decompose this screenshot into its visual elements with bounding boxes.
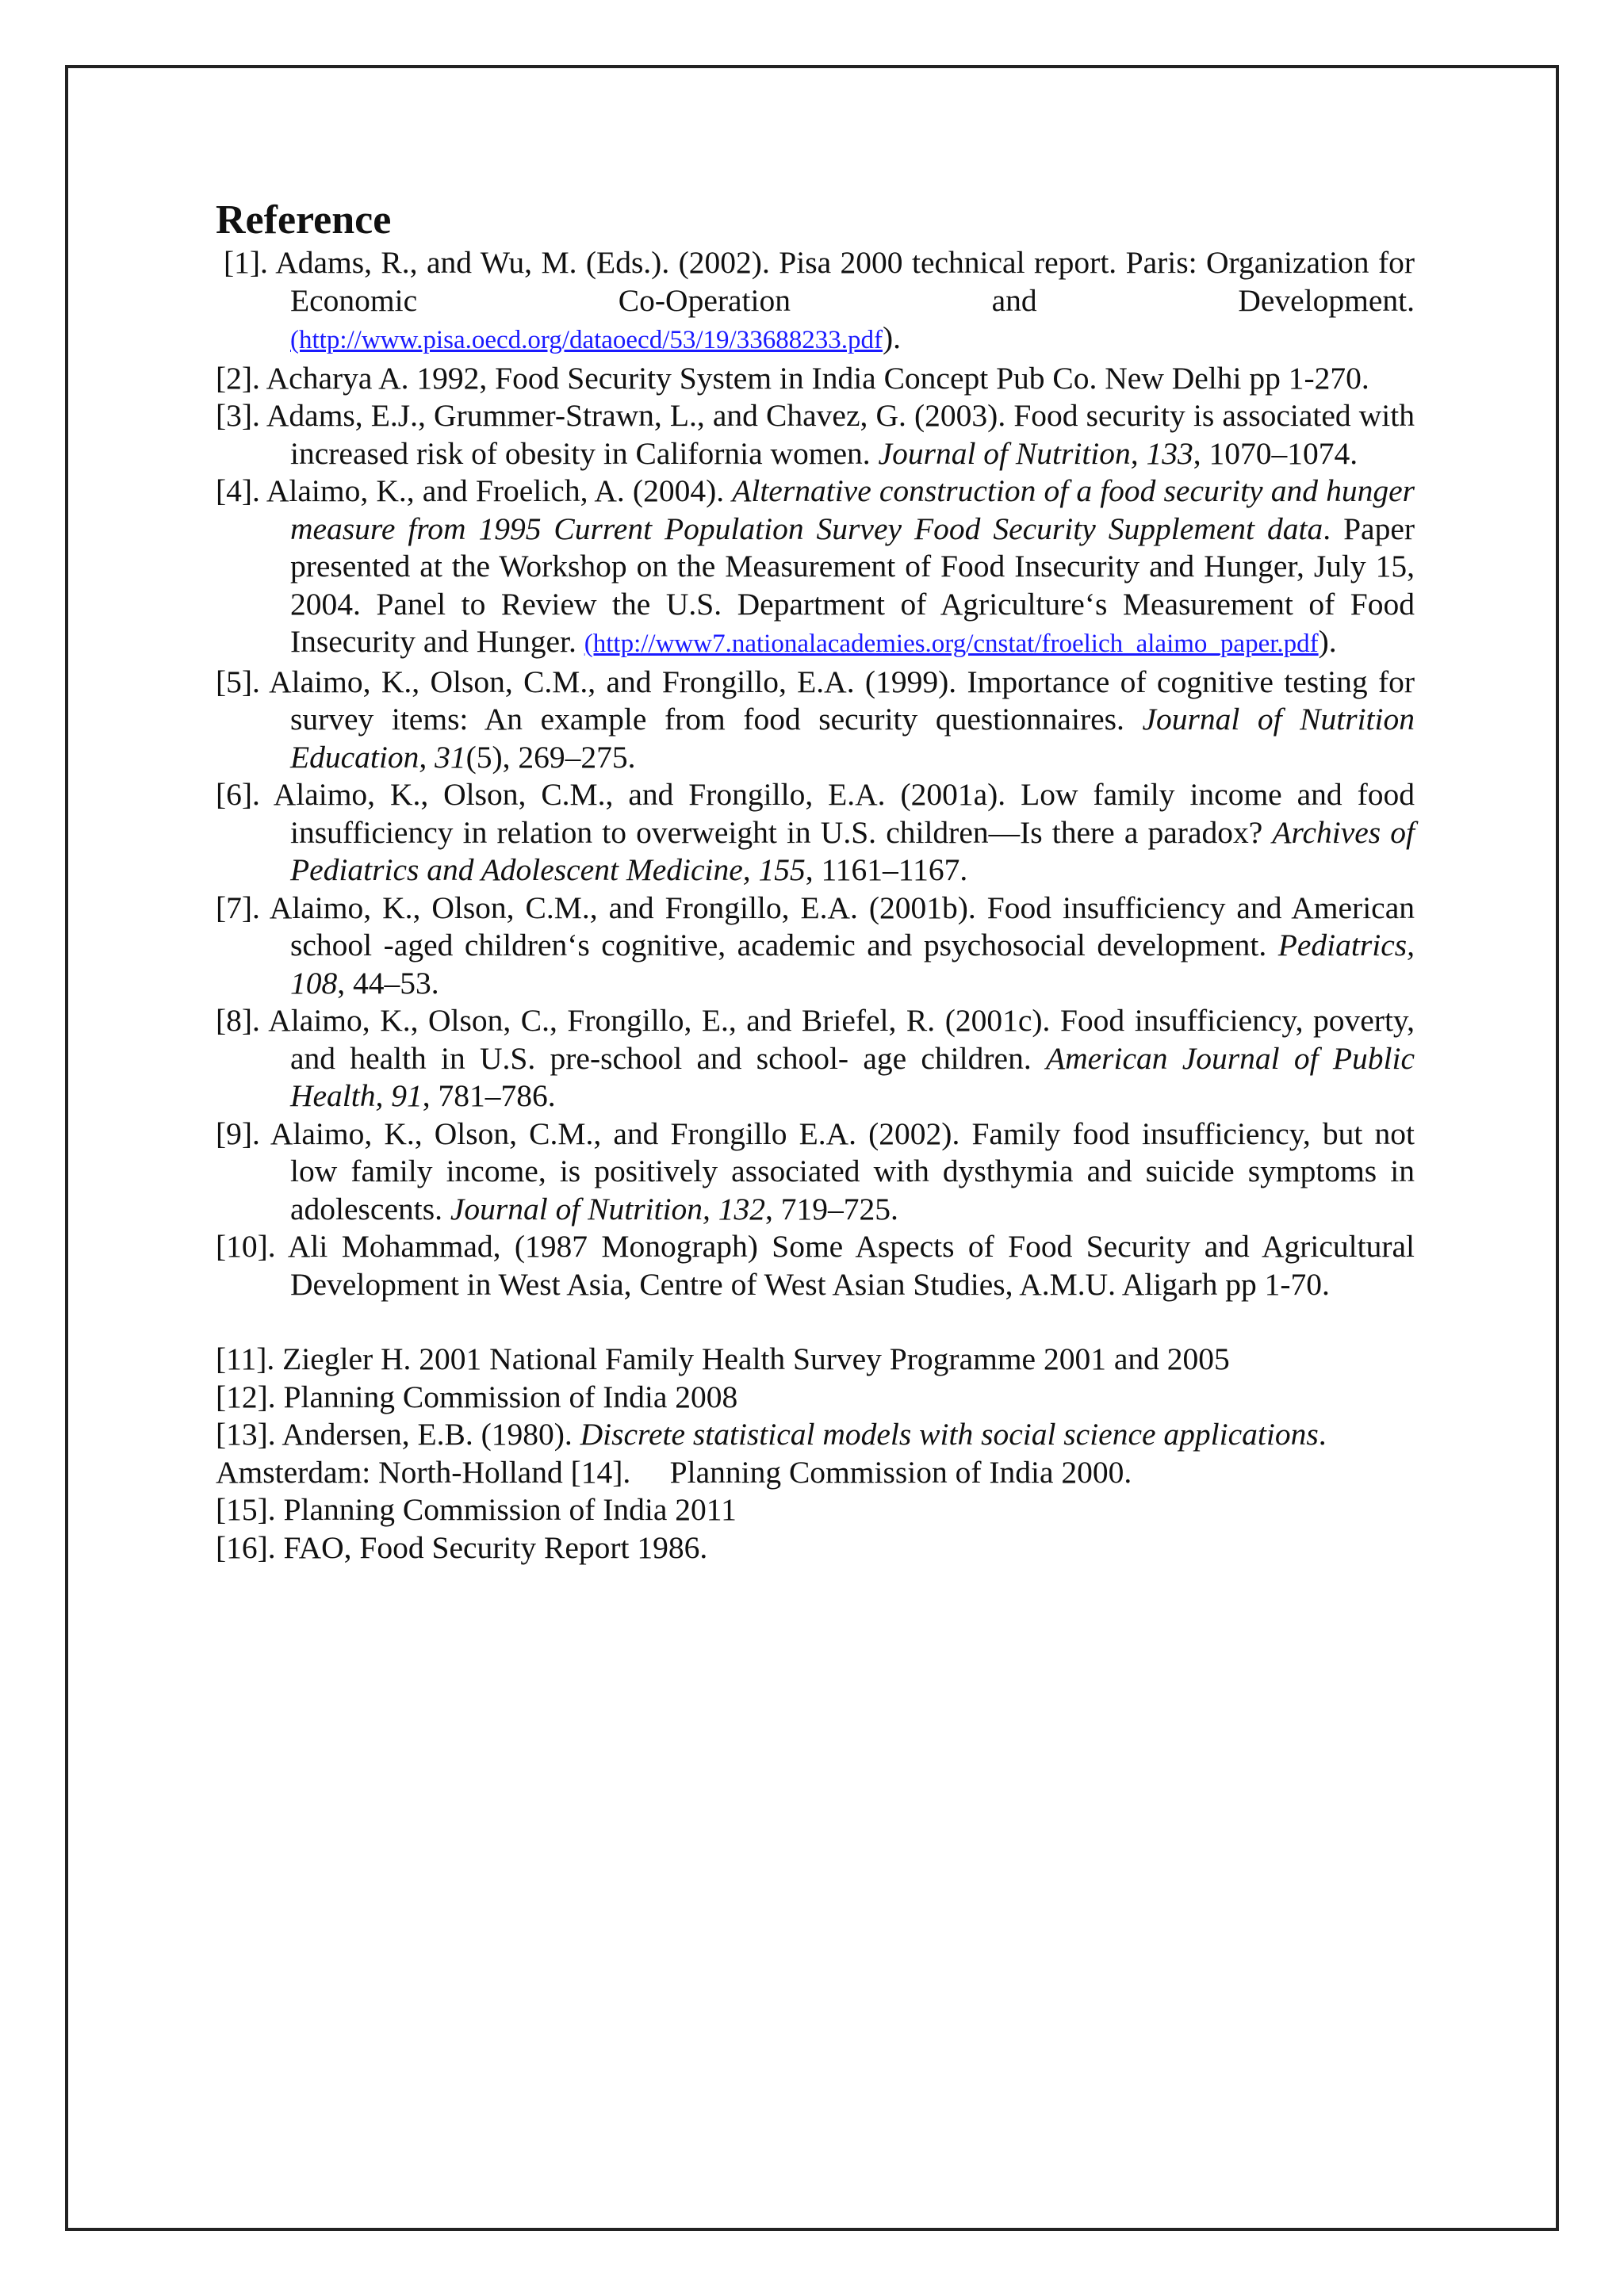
reference-item: [13]. Andersen, E.B. (1980). Discrete statistical models with social science applications. xyxy=(216,1417,1327,1452)
reference-number: [8]. xyxy=(216,1003,260,1038)
journal-title: Archives of Pediatrics and Adolescent Medicine, 155 xyxy=(290,814,1415,887)
work-title: Alternative construction of a food security and hunger measure from 1995 Current Population Survey Food Security Supplement data xyxy=(290,473,1415,546)
journal-title: Journal of Nutrition Education, 31 xyxy=(290,702,1415,775)
reference-item: [5]. Alaimo, K., Olson, C.M., and Frongillo, E.A. (1999). Importance of cognitive testing for survey items: An example from food security questionnaires. Journal of Nutrition Education, 31(5), 269–275. xyxy=(216,664,1415,775)
journal-title: American Journal of Public Health, 91 xyxy=(290,1040,1415,1113)
reference-number: [7]. xyxy=(216,890,260,925)
reference-link[interactable]: (http://www7.nationalacademies.org/cnstat/froelich_alaimo_paper.pdf xyxy=(584,629,1319,658)
reference-number: [9]. xyxy=(216,1115,260,1151)
reference-link[interactable]: (http://www.pisa.oecd.org/dataoecd/53/19/33688233.pdf xyxy=(290,326,883,354)
reference-item: [3]. Adams, E.J., Grummer-Strawn, L., and Chavez, G. (2003). Food security is associated with increased risk of obesity in California women. Journal of Nutrition, 133, 1070–1074. xyxy=(216,398,1415,471)
journal-title: Pediatrics, 108 xyxy=(290,928,1415,1001)
reference-item: [7]. Alaimo, K., Olson, C.M., and Frongillo, E.A. (2001b). Food insufficiency and American school -aged children‘s cognitive, academic and psychosocial development. Pediatrics, 108, 44–53. xyxy=(216,890,1415,1001)
work-title: Discrete statistical models with social science applications xyxy=(580,1417,1319,1452)
reference-number: [10]. xyxy=(216,1229,276,1264)
reference-item: [9]. Alaimo, K., Olson, C.M., and Frongillo E.A. (2002). Family food insufficiency, but not low family income, is positively associated with dysthymia and suicide symptoms in adolescents. Journal of Nutrition, 132, 719–725. xyxy=(216,1115,1415,1226)
reference-number: [6]. xyxy=(216,777,260,812)
reference-item: [8]. Alaimo, K., Olson, C., Frongillo, E., and Briefel, R. (2001c). Food insufficiency, poverty, and health in U.S. pre-school and school- age children. American Journal of Public Health, 91, 781–786. xyxy=(216,1003,1415,1113)
reference-item: [16]. FAO, Food Security Report 1986. xyxy=(216,1529,708,1565)
reference-list xyxy=(216,197,1415,1567)
reference-item: [1]. Adams, R., and Wu, M. (Eds.). (2002). Pisa 2000 technical report. Paris: Organization for Economic Co-Operation and Development. (http://www.pisa.oecd.org/dataoecd/53/19/33688233.pdf). xyxy=(224,245,1415,355)
reference-number: [3]. xyxy=(216,398,260,433)
reference-item: [4]. Alaimo, K., and Froelich, A. (2004). Alternative construction of a food security and hunger measure from 1995 Current Population Survey Food Security Supplement data. Paper presented at the Workshop on the Measurement of Food Insecurity and Hunger, July 15, 2004. Panel to Review the U.S. Department of Agriculture‘s Measurement of Food Insecurity and Hunger. (http://www7.nationalacademies.org/cnstat/froelich_alaimo_paper.pdf). xyxy=(216,473,1415,659)
reference-item: [6]. Alaimo, K., Olson, C.M., and Frongillo, E.A. (2001a). Low family income and food insufficiency in relation to overweight in U.S. children—Is there a paradox? Archives of Pediatrics and Adolescent Medicine, 155, 1161–1167. xyxy=(216,777,1415,887)
reference-item: [11]. Ziegler H. 2001 National Family Health Survey Programme 2001 and 2005 xyxy=(216,1341,1230,1376)
reference-item: [2]. Acharya A. 1992, Food Security System in India Concept Pub Co. New Delhi pp 1-270. xyxy=(216,360,1369,396)
journal-title: Journal of Nutrition, 133 xyxy=(878,435,1193,471)
page-title: Reference xyxy=(216,197,392,243)
reference-number: [5]. xyxy=(216,664,260,699)
journal-title: Journal of Nutrition, 132 xyxy=(450,1191,766,1226)
reference-item: Amsterdam: North-Holland [14]. Planning Commission of India 2000. xyxy=(216,1454,1132,1490)
reference-number: [4]. xyxy=(216,473,260,508)
spacer xyxy=(216,1303,1415,1341)
reference-number: [1]. xyxy=(224,245,268,280)
reference-item: [12]. Planning Commission of India 2008 xyxy=(216,1379,738,1414)
reference-item: [15]. Planning Commission of India 2011 xyxy=(216,1492,737,1527)
reference-number: [2]. xyxy=(216,360,260,396)
reference-item: [10]. Ali Mohammad, (1987 Monograph) Some Aspects of Food Security and Agricultural Development in West Asia, Centre of West Asian Studies, A.M.U. Aligarh pp 1-70. xyxy=(216,1229,1415,1302)
